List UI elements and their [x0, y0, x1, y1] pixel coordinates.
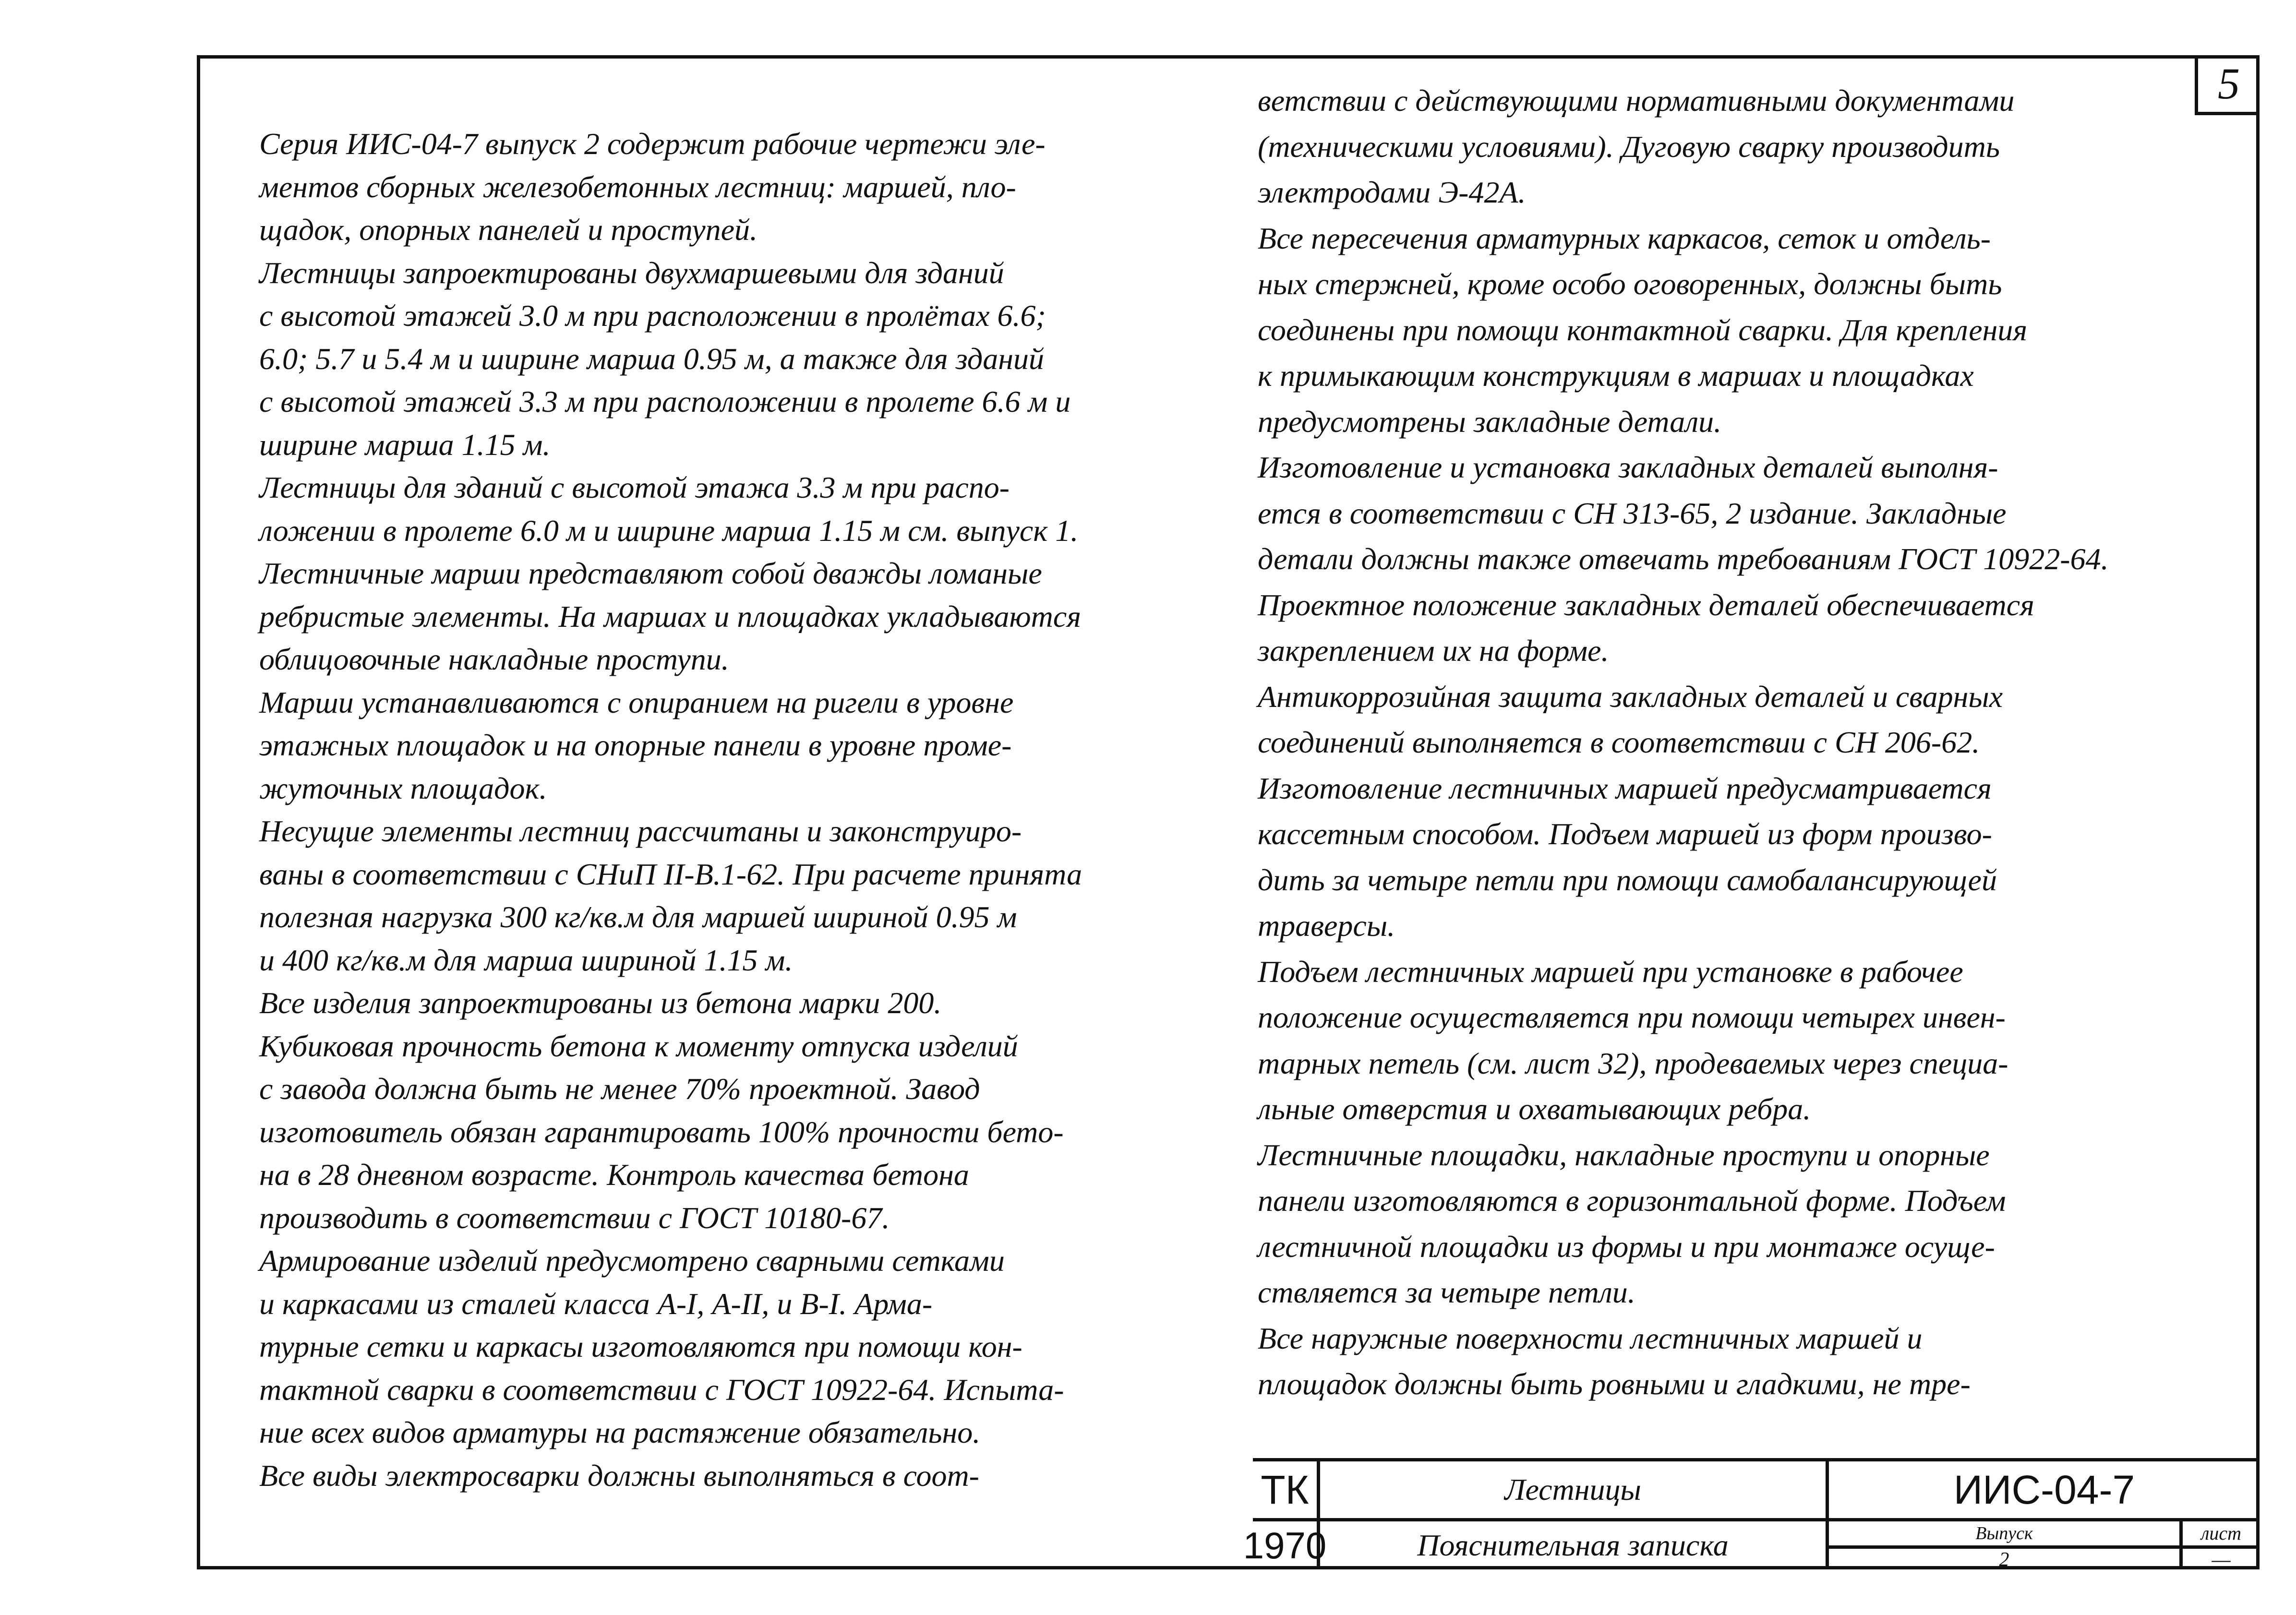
- title-block: [1243, 1458, 2260, 1571]
- text-line: Серия ИИС-04-7 выпуск 2 содержит рабочие чертежи эле-: [259, 127, 1046, 161]
- text-line: с завода должна быть не менее 70% проектной. Завод: [259, 1072, 980, 1106]
- text-line: Все наружные поверхности лестничных маршей и: [1258, 1321, 1923, 1355]
- year: 1970: [1243, 1524, 1327, 1567]
- text-line: закреплением их на форме.: [1258, 634, 1609, 668]
- text-line: ствляется за четыре петли.: [1258, 1275, 1635, 1309]
- text-line: положение осуществляется при помощи четырех инвен-: [1258, 1000, 2006, 1034]
- text-line: ние всех видов арматуры на растяжение обязательно.: [259, 1415, 981, 1449]
- text-line: Марши устанавливаются с опиранием на ригели в уровне: [259, 685, 1014, 719]
- text-line: (техническими условиями). Дуговую сварку производить: [1258, 129, 2000, 164]
- sheet-number: 5: [2195, 55, 2260, 115]
- text-line: панели изготовляются в горизонтальной форме. Подъем: [1258, 1184, 2006, 1218]
- text-line: соединений выполняется в соответствии с СН 206-62.: [1258, 725, 1980, 759]
- issue-value: 2: [1999, 1548, 2009, 1571]
- text-line: облицовочные накладные проступи.: [259, 642, 729, 676]
- text-line: траверсы.: [1258, 909, 1395, 943]
- text-line: этажных площадок и на опорные панели в уровне проме-: [259, 728, 1012, 762]
- text-line: Кубиковая прочность бетона к моменту отпуска изделий: [259, 1029, 1018, 1063]
- text-line: ментов сборных железобетонных лестниц: маршей, пло-: [259, 169, 1016, 204]
- text-line: детали должны также отвечать требованиям ГОСТ 10922-64.: [1258, 542, 2109, 576]
- text-line: ветствии с действующими нормативными документами: [1258, 84, 2015, 118]
- text-line: Лестницы запроектированы двухмаршевыми для зданий: [259, 255, 1004, 290]
- sheet-value: —: [2212, 1547, 2231, 1571]
- drawing-title: Лестницы: [1504, 1472, 1641, 1507]
- drawing-subtitle: Пояснительная записка: [1417, 1528, 1729, 1562]
- text-line: Изготовление лестничных маршей предусматривается: [1258, 771, 1992, 805]
- text-line: тарных петель (см. лист 32), продеваемых через специа-: [1258, 1046, 2008, 1080]
- text-line: Проектное положение закладных деталей обеспечивается: [1258, 587, 2034, 622]
- text-line: Изготовление и установка закладных деталей выполня-: [1258, 450, 1998, 484]
- text-line: с высотой этажей 3.3 м при расположении в пролете 6.6 м и: [259, 384, 1071, 419]
- text-line: Антикоррозийная защита закладных деталей и сварных: [1258, 679, 2003, 714]
- text-line: ширине марша 1.15 м.: [259, 427, 551, 462]
- text-line: Все виды электросварки должны выполняться в соот-: [259, 1458, 979, 1493]
- text-line: Подъем лестничных маршей при установке в рабочее: [1258, 954, 1963, 989]
- org-code: ТК: [1261, 1467, 1309, 1512]
- text-line: с высотой этажей 3.0 м при расположении в пролётах 6.6;: [259, 299, 1046, 333]
- text-line: турные сетки и каркасы изготовляются при помощи кон-: [259, 1329, 1022, 1364]
- text-line: к примыкающим конструкциям в маршах и площадках: [1258, 359, 1974, 393]
- text-line: изготовитель обязан гарантировать 100% прочности бето-: [259, 1114, 1064, 1149]
- text-line: на в 28 дневном возрасте. Контроль качества бетона: [259, 1158, 969, 1192]
- text-line: кассетным способом. Подъем маршей из форм произво-: [1258, 817, 1992, 851]
- text-line: и 400 кг/кв.м для марша шириной 1.15 м.: [259, 943, 793, 977]
- text-line: Лестничные площадки, накладные проступи и опорные: [1258, 1137, 1990, 1172]
- series-code: ИИС-04-7: [1953, 1467, 2135, 1512]
- text-line: площадок должны быть ровными и гладкими, не тре-: [1258, 1367, 1971, 1401]
- text-line: ных стержней, кроме особо оговоренных, должны быть: [1258, 267, 2002, 301]
- text-line: Лестничные марши представляют собой дважды ломаные: [259, 556, 1042, 590]
- text-line: и каркасами из сталей класса А-I, А-II, и В-I. Арма-: [259, 1286, 933, 1321]
- text-line: жуточных площадок.: [259, 771, 547, 805]
- issue-label: Выпуск: [1975, 1523, 2033, 1543]
- text-line: щадок, опорных панелей и проступей.: [259, 213, 758, 247]
- text-line: 6.0; 5.7 и 5.4 м и ширине марша 0.95 м, а также для зданий: [259, 341, 1044, 376]
- text-line: Лестницы для зданий с высотой этажа 3.3 м при распо-: [259, 470, 1010, 504]
- text-line: ется в соответствии с СН 313-65, 2 издание. Закладные: [1258, 496, 2007, 530]
- text-line: предусмотрены закладные детали.: [1258, 404, 1722, 439]
- text-line: Все пересечения арматурных каркасов, сеток и отдель-: [1258, 221, 1991, 255]
- text-line: ваны в соответствии с СНиП II-В.1-62. При расчете принята: [259, 857, 1082, 891]
- text-line: соединены при помощи контактной сварки. Для крепления: [1258, 312, 2028, 347]
- text-line: Все изделия запроектированы из бетона марки 200.: [259, 986, 942, 1020]
- text-line: полезная нагрузка 300 кг/кв.м для маршей шириной 0.95 м: [259, 900, 1017, 934]
- text-line: дить за четыре петли при помощи самобалансирующей: [1258, 862, 1997, 897]
- text-line: Армирование изделий предусмотрено сварными сетками: [259, 1244, 1005, 1278]
- text-line: тактной сварки в соответствии с ГОСТ 10922-64. Испыта-: [259, 1372, 1064, 1407]
- text-line: Несущие элементы лестниц рассчитаны и законструиро-: [259, 814, 1022, 848]
- sheet-label: лист: [2200, 1522, 2242, 1544]
- text-line: льные отверстия и охватывающих ребра.: [1258, 1092, 1811, 1126]
- text-line: электродами Э-42А.: [1258, 175, 1526, 209]
- text-line: ребристые элементы. На маршах и площадках укладываются: [259, 599, 1081, 634]
- text-line: производить в соответствии с ГОСТ 10180-67.: [259, 1200, 890, 1235]
- text-line: ложении в пролете 6.0 м и ширине марша 1.15 м см. выпуск 1.: [259, 513, 1079, 548]
- text-line: лестничной площадки из формы и при монтаже осуще-: [1258, 1229, 1995, 1264]
